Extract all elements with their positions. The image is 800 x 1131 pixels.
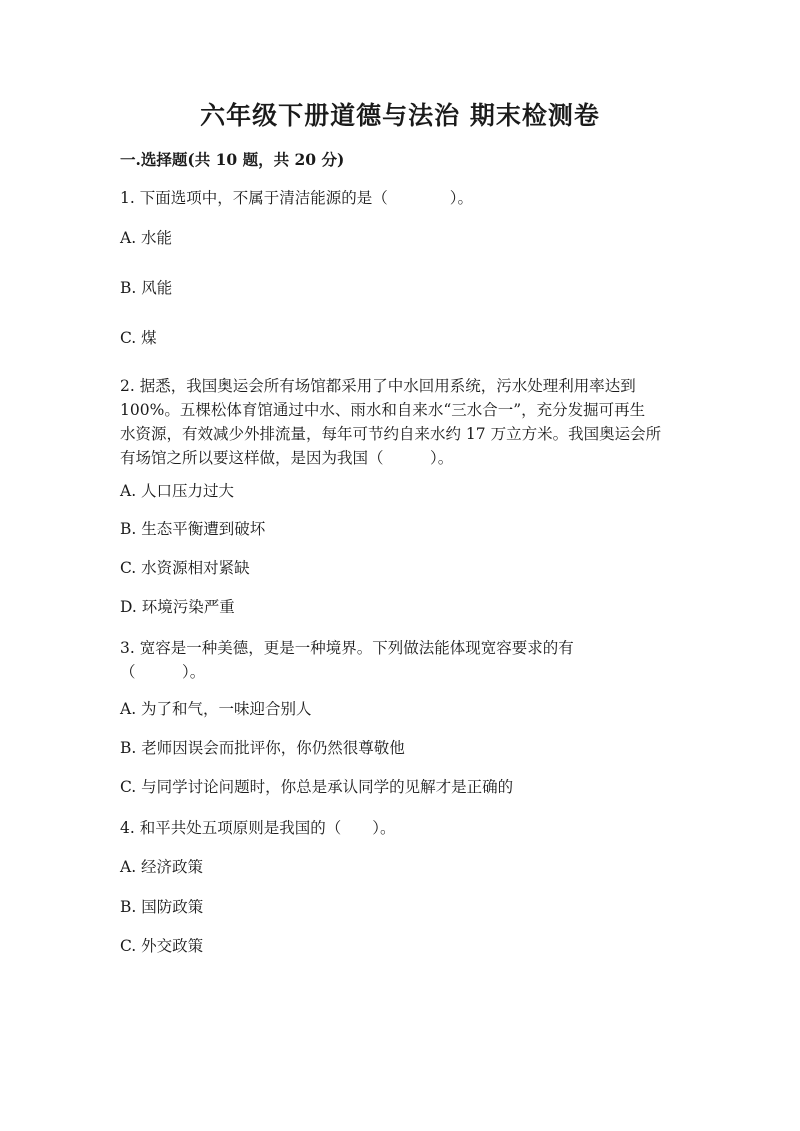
question-2-stem-line: 水资源，有效减少外排流量，每年可节约自来水约 17 万立方米。我国奥运会所 bbox=[120, 425, 662, 443]
question-1-option-c: C. 煤 bbox=[120, 329, 157, 347]
question-3-option-b: B. 老师因误会而批评你，你仍然很尊敬他 bbox=[120, 739, 405, 757]
question-3-stem-line: 3. 宽容是一种美德，更是一种境界。下列做法能体现宽容要求的有 bbox=[120, 639, 574, 657]
page-title: 六年级下册道德与法治 期末检测卷 bbox=[200, 101, 600, 130]
question-3-stem bbox=[120, 636, 680, 684]
question-3-option-c: C. 与同学讨论问题时，你总是承认同学的见解才是正确的 bbox=[120, 778, 514, 796]
question-1-stem: 1. 下面选项中，不属于清洁能源的是（ ）。 bbox=[120, 189, 473, 207]
question-4-option-c: C. 外交政策 bbox=[120, 937, 204, 955]
question-2-option-d: D. 环境污染严重 bbox=[120, 598, 235, 616]
question-2-option-c: C. 水资源相对紧缺 bbox=[120, 559, 250, 577]
question-3-stem-line: （ ）。 bbox=[120, 663, 206, 681]
question-2-stem-line: 2. 据悉，我国奥运会所有场馆都采用了中水回用系统，污水处理利用率达到 bbox=[120, 377, 636, 395]
question-4-option-a: A. 经济政策 bbox=[120, 858, 204, 876]
question-1-option-b: B. 风能 bbox=[120, 279, 173, 297]
question-3-option-a: A. 为了和气，一味迎合别人 bbox=[120, 700, 312, 718]
question-2-option-a: A. 人口压力过大 bbox=[120, 482, 235, 500]
question-2-option-b: B. 生态平衡遭到破坏 bbox=[120, 520, 266, 538]
section-heading: 一.选择题(共 10 题，共 20 分) bbox=[120, 150, 345, 169]
question-2-stem-line: 100%。五棵松体育馆通过中水、雨水和自来水“三水合一”，充分发掘可再生 bbox=[120, 401, 646, 419]
question-4-option-b: B. 国防政策 bbox=[120, 898, 204, 916]
question-2-stem bbox=[120, 374, 680, 470]
question-4-stem: 4. 和平共处五项原则是我国的（ ）。 bbox=[120, 819, 396, 837]
question-2-stem-line: 有场馆之所以要这样做，是因为我国（ ）。 bbox=[120, 449, 454, 467]
question-1-option-a: A. 水能 bbox=[120, 229, 173, 247]
